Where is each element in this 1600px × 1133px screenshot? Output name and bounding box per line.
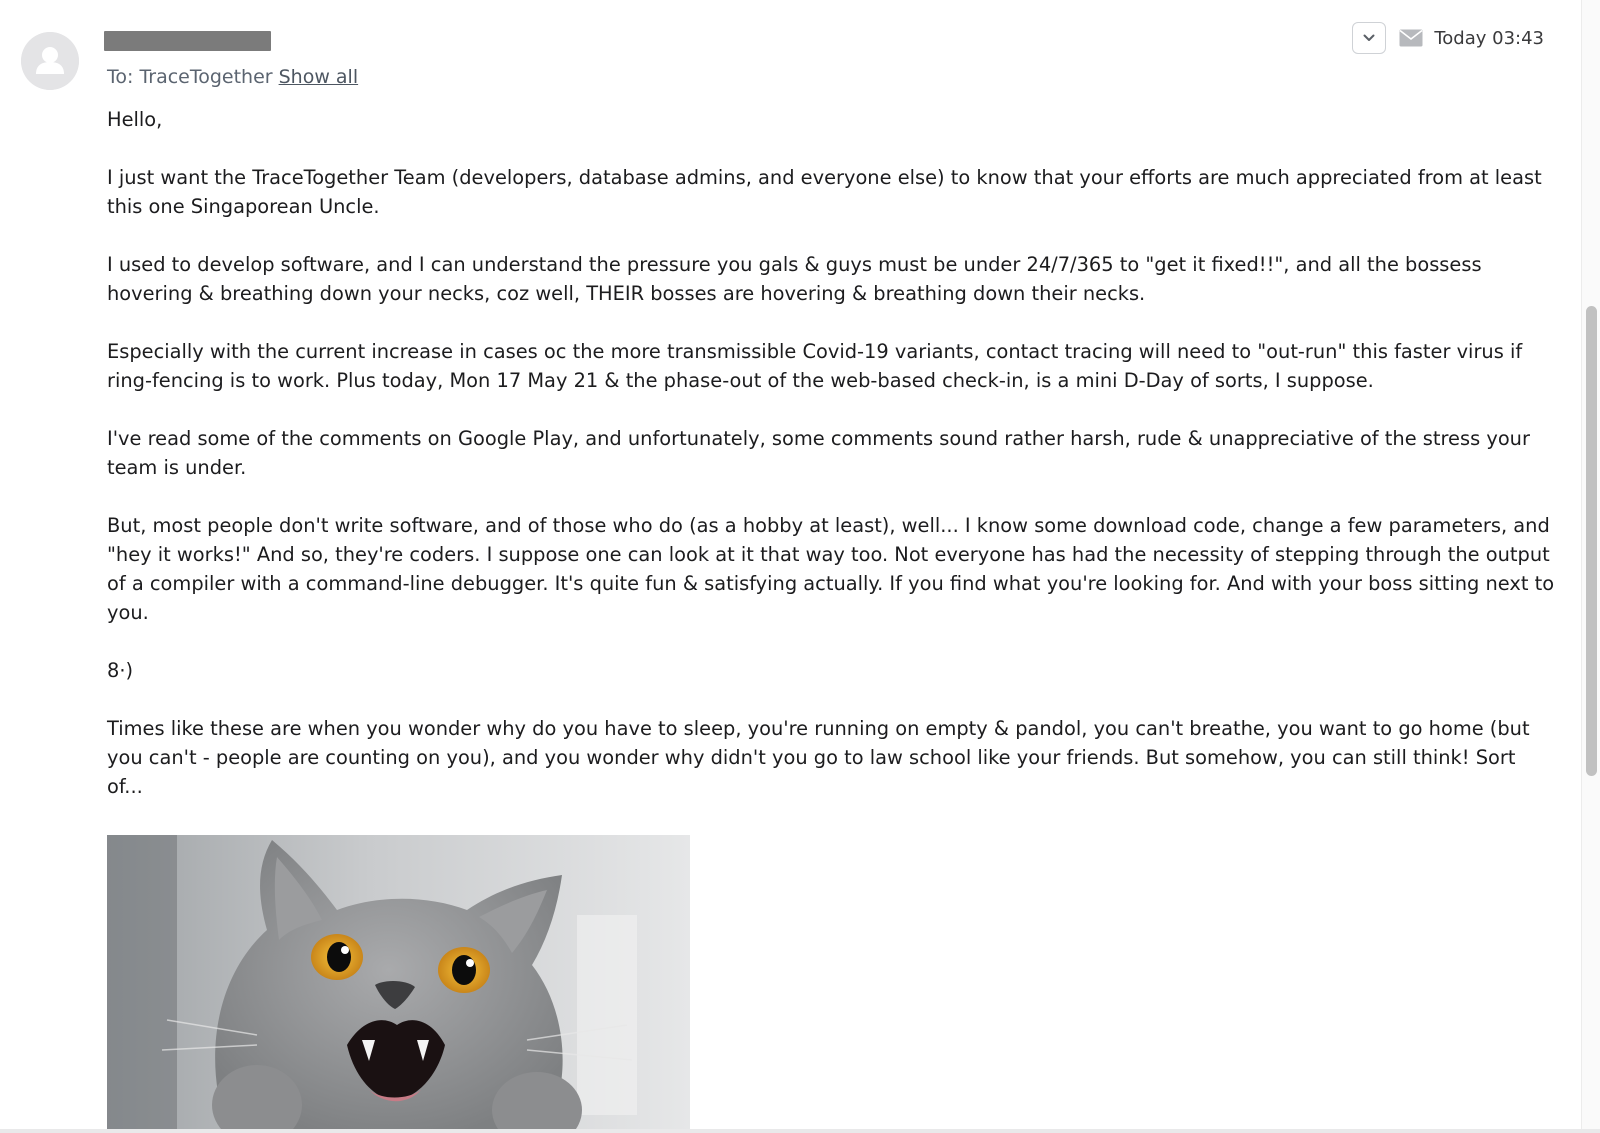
to-recipient: To: TraceTogether: [107, 66, 273, 88]
vertical-scrollbar[interactable]: [1581, 0, 1600, 1133]
scrollbar-thumb[interactable]: [1586, 306, 1597, 776]
message-timestamp: Today 03:43: [1434, 27, 1544, 49]
show-all-link[interactable]: Show all: [278, 66, 359, 88]
recipients-line: [107, 66, 358, 88]
person-avatar-icon: [21, 32, 79, 90]
message-paragraph: I just want the TraceTogether Team (developers, database admins, and everyone else) to know that your efforts are much appreciated from at least this one Singaporean Uncle.: [107, 166, 1542, 218]
message-body: [107, 105, 1557, 830]
message-greeting: Hello,: [107, 108, 163, 131]
chevron-down-icon: [1363, 34, 1375, 42]
bottom-divider: [0, 1129, 1600, 1133]
message-actions: [1352, 20, 1544, 56]
message-paragraph: Especially with the current increase in cases oc the more transmissible Covid-19 variants, contact tracing will need to "out-run" this faster virus if ring-fencing is to work. Plus today, Mon 17 May 21 & the phase-out of the web-based check-in, is a mini D-Day of sorts, I suppose.: [107, 340, 1523, 392]
message-options-button[interactable]: [1352, 22, 1386, 54]
inline-cat-image: [107, 835, 690, 1129]
message-paragraph: But, most people don't write software, and of those who do (as a hobby at least), well... I know some download code, change a few parameters, and "hey it works!" And so, they're coders. I suppose one can look at it that way too. Not everyone has had the necessity of stepping through the output of a compiler with a command-line debugger. It's quite fun & satisfying actually. If you find what you're looking for. And with your boss sitting next to you.: [107, 514, 1555, 624]
message-paragraph: I've read some of the comments on Google Play, and unfortunately, some comments sound rather harsh, rude & unappreciative of the stress your team is under.: [107, 427, 1530, 479]
sender-name-redacted: [104, 31, 271, 51]
envelope-icon: [1399, 29, 1423, 47]
message-emoticon: 8·): [107, 659, 134, 682]
message-paragraph: I used to develop software, and I can understand the pressure you gals & guys must be under 24/7/365 to "get it fixed!!", and all the bossess hovering & breathing down your necks, coz well, THEIR bosses are hovering & breathing down their necks.: [107, 253, 1482, 305]
message-paragraph: Times like these are when you wonder why do you have to sleep, you're running on empty & pandol, you can't breathe, you want to go home (but you can't - people are counting on you), and you wonder why didn't you go to law school like your friends. But somehow, you can still think! Sort of...: [107, 717, 1530, 798]
